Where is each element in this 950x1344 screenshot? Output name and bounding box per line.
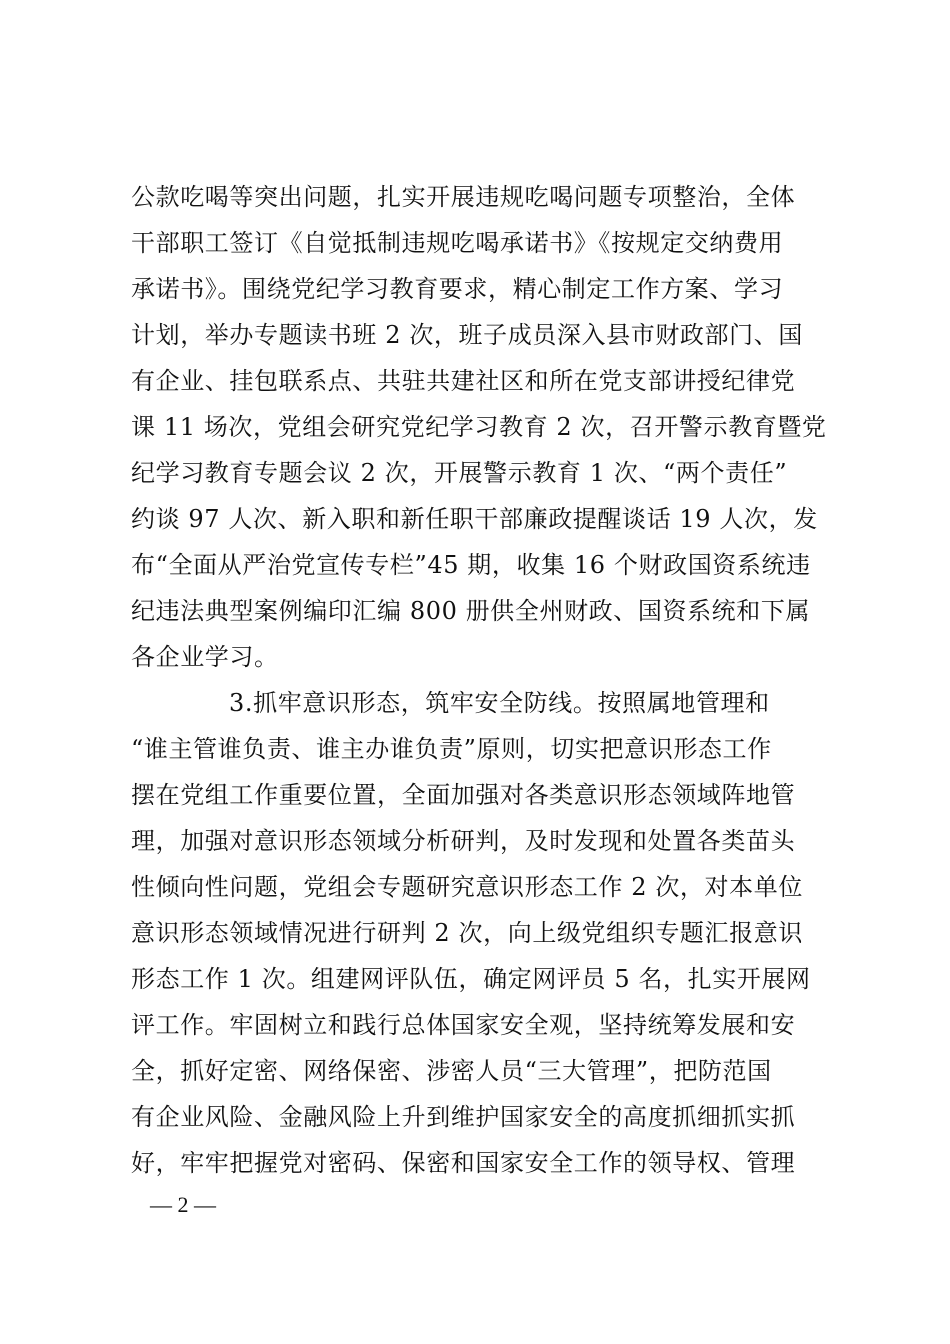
- text-line: 计划，举办专题读书班 2 次，班子成员深入县市财政部门、国: [131, 321, 803, 349]
- page-number: — 2 —: [150, 1192, 216, 1217]
- text-line: 公款吃喝等突出问题，扎实开展违规吃喝问题专项整治，全体: [131, 183, 796, 211]
- section-heading-line: 3.抓牢意识形态，筑牢安全防线。按照属地管理和: [229, 689, 770, 717]
- text-line: 有企业风险、金融风险上升到维护国家安全的高度抓细抓实抓: [131, 1103, 796, 1131]
- text-line: 评工作。牢固树立和践行总体国家安全观，坚持统筹发展和安: [131, 1011, 796, 1039]
- text-line: 承诺书》。围绕党纪学习教育要求，精心制定工作方案、学习: [131, 275, 784, 303]
- text-line: “谁主管谁负责、谁主办谁负责”原则，切实把意识形态工作: [131, 735, 772, 763]
- text-line: 摆在党组工作重要位置，全面加强对各类意识形态领域阵地管: [131, 781, 796, 809]
- text-line: 理，加强对意识形态领域分析研判，及时发现和处置各类苗头: [131, 827, 796, 855]
- text-line: 各企业学习。: [131, 643, 279, 671]
- text-line: 性倾向性问题，党组会专题研究意识形态工作 2 次，对本单位: [131, 873, 803, 901]
- text-line: 约谈 97 人次、新入职和新任职干部廉政提醒谈话 19 人次，发: [131, 505, 818, 533]
- text-line: 纪学习教育专题会议 2 次，开展警示教育 1 次、“两个责任”: [131, 459, 788, 487]
- text-line: 好，牢牢把握党对密码、保密和国家安全工作的领导权、管理: [131, 1149, 796, 1177]
- text-line: 有企业、挂包联系点、共驻共建社区和所在党支部讲授纪律党: [131, 367, 796, 395]
- text-line: 纪违法典型案例编印汇编 800 册供全州财政、国资系统和下属: [131, 597, 811, 625]
- text-line: 布“全面从严治党宣传专栏”45 期，收集 16 个财政国资系统违: [131, 551, 811, 579]
- text-line: 干部职工签订《自觉抵制违规吃喝承诺书》《按规定交纳费用: [131, 229, 784, 257]
- text-line: 课 11 场次，党组会研究党纪学习教育 2 次，召开警示教育暨党: [131, 413, 827, 441]
- text-line: 全，抓好定密、网络保密、涉密人员“三大管理”，把防范国: [131, 1057, 772, 1085]
- text-line: 形态工作 1 次。组建网评队伍，确定网评员 5 名，扎实开展网: [131, 965, 811, 993]
- text-line: 意识形态领域情况进行研判 2 次，向上级党组织专题汇报意识: [131, 919, 803, 947]
